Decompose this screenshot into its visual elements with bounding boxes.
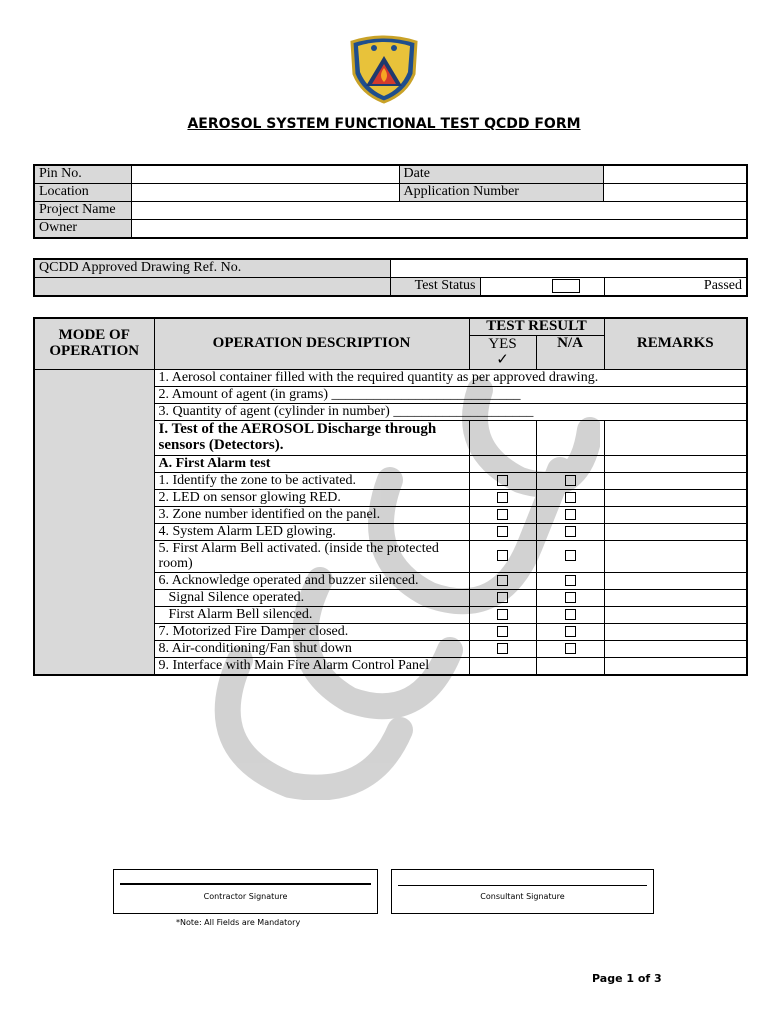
yes-checkbox[interactable] [497, 592, 508, 603]
operation-description-header: OPERATION DESCRIPTION [154, 318, 469, 370]
yes-checkbox[interactable] [497, 550, 508, 561]
row-description: 4. System Alarm LED glowing. [154, 524, 469, 541]
consultant-signature-box[interactable] [391, 869, 654, 914]
na-checkbox[interactable] [565, 575, 576, 586]
mandatory-note: *Note: All Fields are Mandatory [176, 918, 301, 927]
row-description: 5. First Alarm Bell activated. (inside the protected room) [154, 541, 469, 573]
na-checkbox[interactable] [565, 592, 576, 603]
row-description: First Alarm Bell silenced. [154, 607, 469, 624]
section-na [536, 421, 604, 456]
project-name-label: Project Name [34, 202, 131, 220]
yes-checkbox[interactable] [497, 643, 508, 654]
drawing-ref-label: QCDD Approved Drawing Ref. No. [34, 259, 390, 278]
yes-checkbox[interactable] [497, 609, 508, 620]
passed-label: Passed [604, 278, 747, 297]
date-label: Date [399, 165, 603, 184]
intro-text-2: 2. Amount of agent (in grams) ___________________________ [154, 387, 747, 404]
application-number-field[interactable] [603, 184, 747, 202]
check-mark: ✓ [496, 351, 509, 368]
na-checkbox[interactable] [565, 475, 576, 486]
intro-row-1 [34, 370, 747, 387]
mode-column-cell [34, 370, 154, 676]
remarks-field[interactable] [604, 624, 747, 641]
test-result-table [33, 317, 748, 676]
row-description: 2. LED on sensor glowing RED. [154, 490, 469, 507]
yes-checkbox[interactable] [497, 509, 508, 520]
remarks-field[interactable] [604, 524, 747, 541]
remarks-field[interactable] [604, 641, 747, 658]
location-field[interactable] [131, 184, 399, 202]
drawing-ref-row [34, 259, 747, 278]
na-checkbox[interactable] [565, 550, 576, 561]
info-row-owner [34, 220, 747, 239]
page-number: Page 1 of 3 [592, 972, 662, 985]
yes-checkbox[interactable] [497, 492, 508, 503]
application-number-label: Application Number [399, 184, 603, 202]
info-row-project [34, 202, 747, 220]
project-info-table [33, 164, 748, 239]
remarks-field[interactable] [604, 507, 747, 524]
yes-label: YES [488, 335, 517, 352]
na-checkbox[interactable] [565, 526, 576, 537]
consultant-signature-line [398, 885, 647, 886]
contractor-signature-box[interactable] [113, 869, 378, 914]
remarks-field[interactable] [604, 590, 747, 607]
project-name-field[interactable] [131, 202, 747, 220]
pin-label: Pin No. [34, 165, 131, 184]
drawing-ref-table [33, 258, 748, 297]
contractor-signature-label: Contractor Signature [203, 892, 288, 901]
qcdd-logo [344, 34, 424, 104]
section-title: I. Test of the AEROSOL Discharge through sensors (Detectors). [154, 421, 469, 456]
test-status-row [34, 278, 747, 297]
test-status-checkbox[interactable] [552, 279, 580, 293]
na-checkbox[interactable] [565, 609, 576, 620]
na-header: N/A [536, 336, 604, 370]
subsection-title: A. First Alarm test [154, 456, 469, 473]
row-description: 6. Acknowledge operated and buzzer silenced. [154, 573, 469, 590]
row-description: 9. Interface with Main Fire Alarm Control Panel [154, 658, 469, 676]
remarks-header: REMARKS [604, 318, 747, 370]
yes-checkbox[interactable] [497, 626, 508, 637]
remarks-field[interactable] [604, 573, 747, 590]
section-yes [469, 421, 536, 456]
form-title: AEROSOL SYSTEM FUNCTIONAL TEST QCDD FORM [187, 116, 581, 132]
consultant-signature-label: Consultant Signature [480, 892, 565, 901]
remarks-field[interactable] [604, 490, 747, 507]
location-label: Location [34, 184, 131, 202]
yes-checkbox[interactable] [497, 575, 508, 586]
row-description: 3. Zone number identified on the panel. [154, 507, 469, 524]
info-row-pin [34, 165, 747, 184]
row-description: 7. Motorized Fire Damper closed. [154, 624, 469, 641]
remarks-field[interactable] [604, 541, 747, 573]
yes-checkbox[interactable] [497, 475, 508, 486]
pin-field[interactable] [131, 165, 399, 184]
date-field[interactable] [603, 165, 747, 184]
drawing-ref-field[interactable] [390, 259, 747, 278]
yes-cell[interactable] [469, 658, 536, 676]
yes-header [469, 336, 536, 370]
na-checkbox[interactable] [565, 643, 576, 654]
intro-text-1: 1. Aerosol container filled with the required quantity as per approved drawing. [154, 370, 747, 387]
mode-of-operation-header: MODE OF OPERATION [34, 318, 154, 370]
na-checkbox[interactable] [565, 626, 576, 637]
header-row-1 [34, 318, 747, 336]
remarks-field[interactable] [604, 658, 747, 676]
na-checkbox[interactable] [565, 509, 576, 520]
test-status-field[interactable] [480, 278, 604, 297]
row-description: 8. Air-conditioning/Fan shut down [154, 641, 469, 658]
intro-text-3: 3. Quantity of agent (cylinder in number) ____________________ [154, 404, 747, 421]
na-cell[interactable] [536, 658, 604, 676]
test-status-label: Test Status [390, 278, 480, 297]
test-status-blank [34, 278, 390, 297]
remarks-field[interactable] [604, 607, 747, 624]
contractor-signature-line [120, 883, 371, 885]
remarks-field[interactable] [604, 473, 747, 490]
na-checkbox[interactable] [565, 492, 576, 503]
yes-checkbox[interactable] [497, 526, 508, 537]
test-result-header: TEST RESULT [469, 318, 604, 336]
row-description: 1. Identify the zone to be activated. [154, 473, 469, 490]
owner-label: Owner [34, 220, 131, 239]
info-row-location [34, 184, 747, 202]
row-description: Signal Silence operated. [154, 590, 469, 607]
owner-field[interactable] [131, 220, 747, 239]
section-remarks [604, 421, 747, 456]
